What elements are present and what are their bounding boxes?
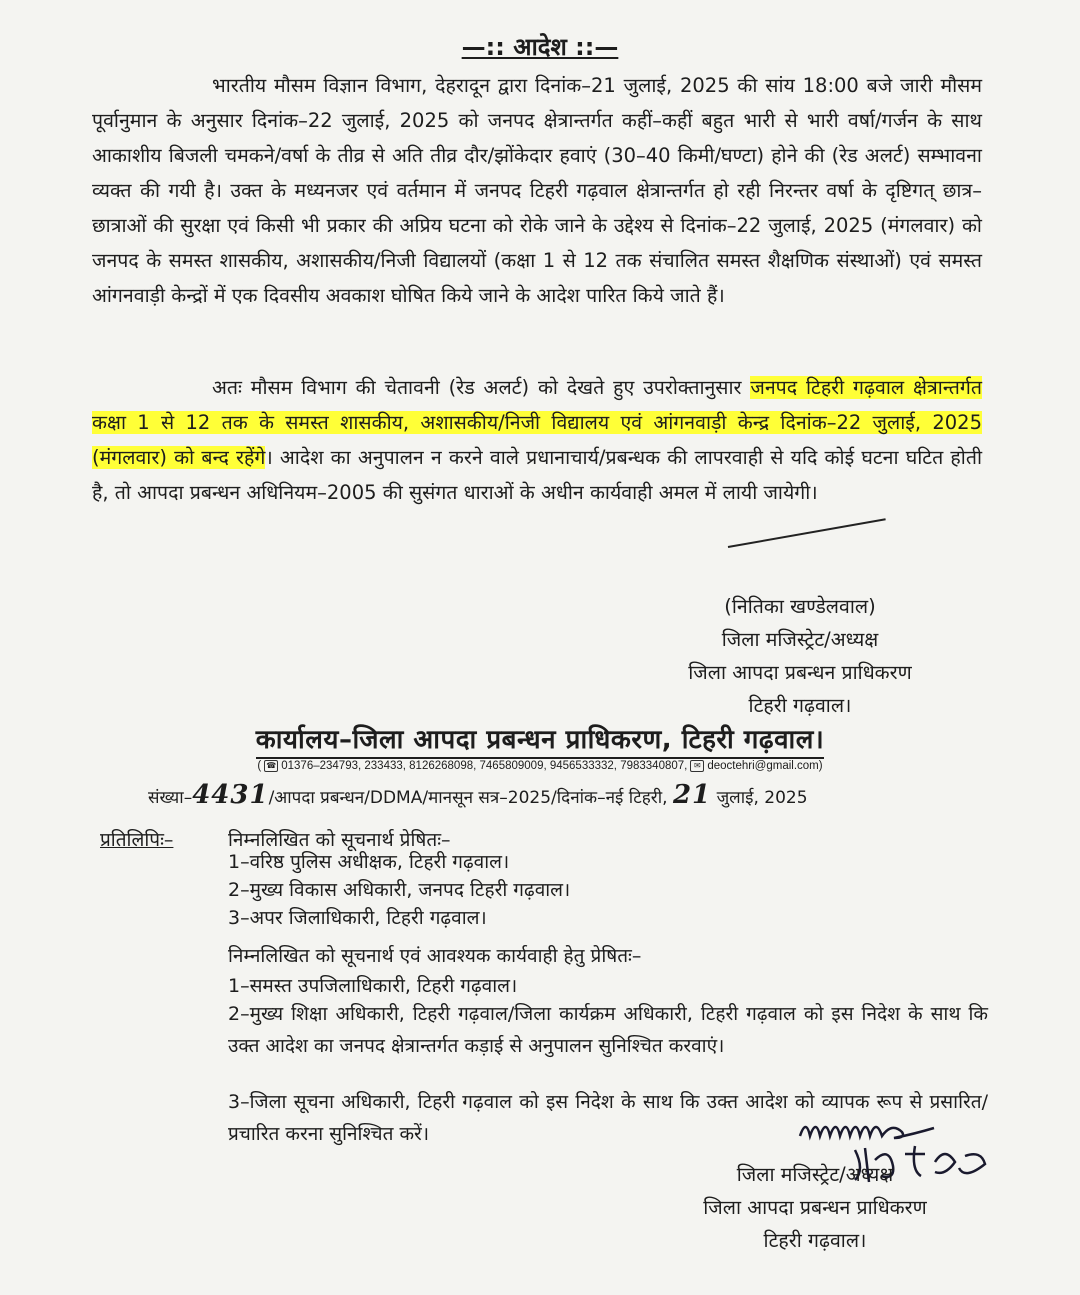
signatory-authority: जिला आपदा प्रबन्धन प्राधिकरण <box>688 661 912 684</box>
signatory-district: टिहरी गढ़वाल। <box>748 694 852 717</box>
signature-stroke <box>728 518 886 548</box>
ref-end: जुलाई, 2025 <box>716 788 808 808</box>
phone-icon: ☎ <box>264 760 278 772</box>
para2-start: अतः मौसम विभाग की चेतावनी (रेड अलर्ट) को देखते हुए उपरोक्तानुसार <box>212 376 751 399</box>
signatory-name: (नितिका खण्डेलवाल) <box>724 595 876 618</box>
copy-recipient: 2–मुख्य विकास अधिकारी, जनपद टिहरी गढ़वाल। <box>228 879 571 901</box>
copy-recipient: 1–वरिष्ठ पुलिस अधीक्षक, टिहरी गढ़वाल। <box>228 851 510 873</box>
ref-number-handwritten: 4431 <box>192 780 269 810</box>
order-paragraph-1: भारतीय मौसम विज्ञान विभाग, देहरादून द्वारा दिनांक–21 जुलाई, 2025 की सांय 18:00 बजे जारी मौसम पूर्वानुमान के अनुसार दिनांक–22 जुलाई, 2025 को जनपद क्षेत्रान्तर्गत कहीं–कहीं बहुत भारी से भारी वर्षा/गर्जन के साथ आकाशीय बिजली चमकने/वर्षा के तीव्र से अति तीव्र दौर/झोंकेदार हवाएं (30–40 किमी/घण्टा) होने की (रेड अलर्ट) सम्भावना व्यक्त की गयी है। उक्त के मध्यनजर एवं वर्तमान में जनपद टिहरी गढ़वाल क्षेत्रान्तर्गत हो रही निरन्तर वर्षा के दृष्टिगत् छात्र–छात्राओं की सुरक्षा एवं किसी भी प्रकार की अप्रिय घटना को रोके जाने के उद्देश्य से दिनांक–22 जुलाई, 2025 (मंगलवार) को जनपद के समस्त शासकीय, अशासकीय/निजी विद्यालयों (कक्षा 1 से 12 तक संचालित समस्त शैक्षणिक संस्थाओं) एवं समस्त आंगनवाड़ी केन्द्रों में एक दिवसीय अवकाश घोषित किये जाने के आदेश पारित किये जाते हैं। <box>92 74 982 307</box>
copy-label: प्रतिलिपिः– <box>100 829 174 851</box>
email-icon: ✉ <box>690 760 704 772</box>
signatory2-authority: जिला आपदा प्रबन्धन प्राधिकरण <box>703 1196 927 1219</box>
signatory-block-2 <box>655 1158 975 1257</box>
order-paragraph-2 <box>92 370 982 510</box>
action-recipient: 3–जिला सूचना अधिकारी, टिहरी गढ़वाल को इस निदेश के साथ कि उक्त आदेश को व्यापक रूप से प्रसारित/प्रचारित करना सुनिश्चित करें। <box>228 1091 988 1145</box>
copy-intro-2: निम्नलिखित को सूचनार्थ एवं आवश्यक कार्यवाही हेतु प्रेषितः– <box>228 945 642 967</box>
ref-middle: /आपदा प्रबन्धन/DDMA/मानसून सत्र–2025/दिनांक–नई टिहरी, <box>268 788 668 808</box>
signatory-designation: जिला मजिस्ट्रेट/अध्यक्ष <box>721 628 879 651</box>
email-address: deoctehri@gmail.com) <box>707 760 823 773</box>
office-title: कार्यालय–जिला आपदा प्रबन्धन प्राधिकरण, टिहरी गढ़वाल। <box>0 720 1080 756</box>
signatory-block <box>640 590 960 722</box>
action-recipient: 2–मुख्य शिक्षा अधिकारी, टिहरी गढ़वाल/जिला कार्यक्रम अधिकारी, टिहरी गढ़वाल को इस निदेश के साथ कि उक्त आदेश का जनपद क्षेत्रान्तर्गत कड़ाई से अनुपालन सुनिश्चित करवाएं। <box>228 1003 988 1057</box>
para2-end: । आदेश का अनुपालन न करने वाले प्रधानाचार्य/प्रबन्धक की लापरवाही से यदि कोई घटना घटित होती है, तो आपदा प्रबन्धन अधिनियम–2005 की सुसंगत धाराओं के अधीन कार्यवाही अमल में लायी जायेगी। <box>92 446 982 504</box>
copy-recipient: 3–अपर जिलाधिकारी, टिहरी गढ़वाल। <box>228 907 487 929</box>
contact-line: ( ☎ 01376–234793, 233433, 8126268098, 7465809009, 9456533332, 7983340807, ✉ deoctehri@gmail.com) <box>257 760 823 773</box>
ref-day-handwritten: 21 <box>672 780 712 810</box>
highlighted-closure-order: जनपद टिहरी गढ़वाल क्षेत्रान्तर्गत कक्षा 1 से 12 तक के समस्त शासकीय, अशासकीय/निजी विद्यालय एवं आंगनवाड़ी केन्द्र दिनांक–22 जुलाई, 2025 (मंगलवार) को बन्द रहेंगे <box>92 376 982 469</box>
action-recipient: 1–समस्त उपजिलाधिकारी, टिहरी गढ़वाल। <box>228 975 518 997</box>
copy-intro-1: निम्नलिखित को सूचनार्थ प्रेषितः– <box>228 829 451 851</box>
signatory2-designation: जिला मजिस्ट्रेट/अध्यक्ष <box>736 1163 894 1186</box>
signatory2-district: टिहरी गढ़वाल। <box>763 1229 867 1252</box>
reference-line <box>148 780 948 810</box>
order-title: —:: आदेश ::— <box>461 33 619 61</box>
phone-numbers: 01376–234793, 233433, 8126268098, 7465809009, 9456533332, 7983340807, <box>281 760 688 773</box>
ref-label: संख्या– <box>148 788 193 808</box>
